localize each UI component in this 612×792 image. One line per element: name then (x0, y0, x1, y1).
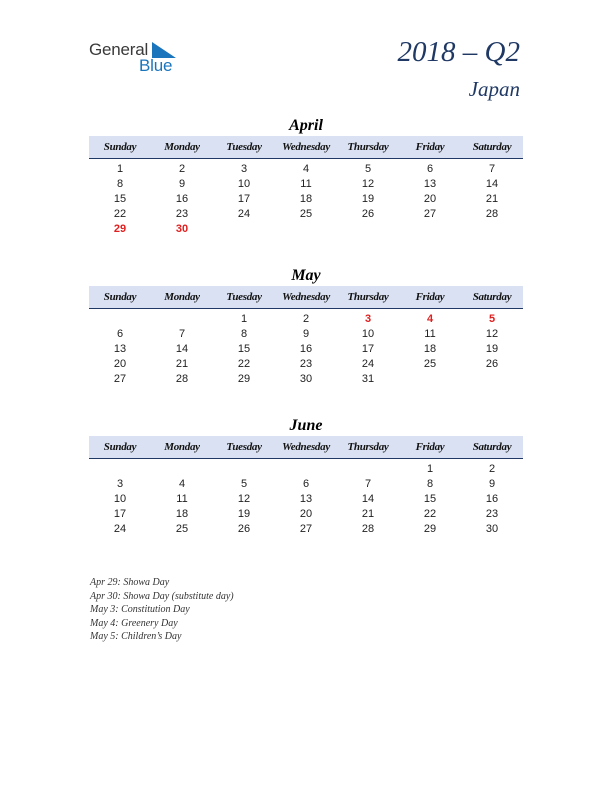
holiday-note: Apr 30: Showa Day (substitute day) (90, 590, 234, 602)
day-cell: 11 (424, 328, 436, 340)
page-title: 2018 – Q2 (397, 36, 520, 68)
day-cell: 2 (178, 163, 186, 175)
weekday-monday: Monday (164, 141, 200, 153)
day-cell: 6 (426, 163, 434, 175)
weekday-header (89, 436, 523, 459)
day-cell: 20 (299, 508, 313, 520)
day-cell: 2 (488, 463, 496, 475)
day-cell: 24 (361, 358, 375, 370)
day-cell: 26 (485, 358, 499, 370)
logo-text-general: General (89, 40, 149, 59)
day-cell: 5 (240, 478, 248, 490)
weekday-tuesday: Tuesday (226, 141, 262, 153)
day-cell: 1 (116, 163, 124, 175)
day-cell: 3 (364, 313, 372, 325)
empty-cell (399, 372, 461, 387)
day-cell: 19 (485, 343, 499, 355)
day-cell: 17 (237, 193, 251, 205)
day-cell: 10 (361, 328, 375, 340)
day-cell: 15 (113, 193, 127, 205)
day-cell: 13 (299, 493, 313, 505)
day-cell: 17 (361, 343, 375, 355)
empty-cell (151, 462, 213, 477)
day-cell: 8 (116, 178, 124, 190)
empty-cell (337, 222, 399, 237)
empty-cell (399, 222, 461, 237)
logo-text-blue: Blue (139, 56, 173, 75)
weekday-thursday: Thursday (347, 291, 389, 303)
day-cell: 22 (423, 508, 437, 520)
day-cell: 3 (116, 478, 124, 490)
day-cell: 20 (423, 193, 437, 205)
month-calendar-may (89, 266, 523, 387)
day-cell: 28 (361, 523, 375, 535)
weekday-saturday: Saturday (472, 441, 512, 453)
day-cell: 4 (426, 313, 434, 325)
day-cell: 5 (364, 163, 372, 175)
month-title: April (289, 117, 323, 134)
day-cell: 30 (299, 373, 313, 385)
empty-cell (337, 462, 399, 477)
day-cell: 12 (361, 178, 375, 190)
day-cell: 31 (361, 373, 375, 385)
day-cell: 30 (175, 223, 189, 235)
weekday-wednesday: Wednesday (282, 441, 330, 453)
day-cell: 17 (113, 508, 127, 520)
day-cell: 29 (423, 523, 437, 535)
weekday-saturday: Saturday (472, 141, 512, 153)
month-title: May (291, 267, 321, 284)
day-cell: 24 (113, 523, 127, 535)
day-cell: 11 (300, 178, 312, 190)
day-cell: 26 (361, 208, 375, 220)
day-cell: 21 (175, 358, 189, 370)
day-cell: 19 (361, 193, 375, 205)
day-cell: 27 (299, 523, 313, 535)
day-cell: 7 (364, 478, 372, 490)
day-cell: 26 (237, 523, 251, 535)
day-cell: 25 (423, 358, 437, 370)
weekday-sunday: Sunday (103, 441, 137, 453)
day-cell: 21 (485, 193, 499, 205)
day-grid (89, 312, 523, 387)
empty-cell (213, 462, 275, 477)
day-cell: 2 (302, 313, 310, 325)
empty-cell (89, 312, 151, 327)
day-cell: 16 (485, 493, 499, 505)
day-cell: 16 (299, 343, 313, 355)
day-cell: 1 (426, 463, 434, 475)
day-cell: 28 (485, 208, 499, 220)
empty-cell (275, 462, 337, 477)
day-cell: 23 (175, 208, 189, 220)
day-cell: 22 (113, 208, 127, 220)
day-cell: 8 (240, 328, 248, 340)
day-cell: 28 (175, 373, 189, 385)
weekday-thursday: Thursday (347, 441, 389, 453)
day-cell: 25 (299, 208, 313, 220)
weekday-friday: Friday (415, 291, 445, 303)
day-cell: 18 (423, 343, 437, 355)
holiday-note: May 3: Constitution Day (90, 604, 190, 616)
holiday-note: Apr 29: Showa Day (90, 577, 170, 588)
day-cell: 11 (176, 493, 188, 505)
day-cell: 7 (488, 163, 496, 175)
day-cell: 29 (237, 373, 251, 385)
day-cell: 18 (175, 508, 189, 520)
day-cell: 22 (237, 358, 251, 370)
day-cell: 23 (299, 358, 313, 370)
day-cell: 13 (113, 343, 127, 355)
day-cell: 21 (361, 508, 375, 520)
weekday-tuesday: Tuesday (226, 441, 262, 453)
country-name: Japan (468, 77, 520, 101)
day-cell: 25 (175, 523, 189, 535)
day-cell: 7 (178, 328, 186, 340)
day-cell: 9 (488, 478, 496, 490)
day-cell: 19 (237, 508, 251, 520)
weekday-sunday: Sunday (103, 291, 137, 303)
day-cell: 13 (423, 178, 437, 190)
day-cell: 6 (302, 478, 310, 490)
day-cell: 14 (361, 493, 375, 505)
day-cell: 14 (485, 178, 499, 190)
holiday-note: May 4: Greenery Day (90, 617, 178, 629)
day-cell: 10 (237, 178, 251, 190)
holiday-notes (90, 576, 234, 644)
day-cell: 3 (240, 163, 248, 175)
day-cell: 6 (116, 328, 124, 340)
day-cell: 18 (299, 193, 313, 205)
weekday-friday: Friday (415, 141, 445, 153)
holiday-note: May 5: Children’s Day (90, 631, 182, 643)
day-cell: 8 (426, 478, 434, 490)
day-grid (89, 462, 523, 537)
day-cell: 15 (237, 343, 251, 355)
day-cell: 27 (113, 373, 127, 385)
weekday-thursday: Thursday (347, 141, 389, 153)
weekday-wednesday: Wednesday (282, 291, 330, 303)
weekday-monday: Monday (164, 441, 200, 453)
weekday-monday: Monday (164, 291, 200, 303)
day-cell: 16 (175, 193, 189, 205)
day-cell: 1 (240, 313, 248, 325)
month-title: June (289, 417, 323, 434)
weekday-header (89, 286, 523, 309)
company-logo (89, 40, 189, 80)
empty-cell (213, 222, 275, 237)
empty-cell (461, 372, 523, 387)
weekday-saturday: Saturday (472, 291, 512, 303)
day-cell: 15 (423, 493, 437, 505)
day-grid (89, 162, 523, 237)
day-cell: 4 (178, 478, 186, 490)
day-cell: 12 (237, 493, 251, 505)
empty-cell (151, 312, 213, 327)
day-cell: 9 (178, 178, 186, 190)
day-cell: 4 (302, 163, 310, 175)
empty-cell (89, 462, 151, 477)
empty-cell (461, 222, 523, 237)
month-calendar-june (89, 416, 523, 537)
weekday-sunday: Sunday (103, 141, 137, 153)
weekday-wednesday: Wednesday (282, 141, 330, 153)
weekday-tuesday: Tuesday (226, 291, 262, 303)
day-cell: 10 (113, 493, 127, 505)
day-cell: 27 (423, 208, 437, 220)
day-cell: 14 (175, 343, 189, 355)
month-calendar-april (89, 116, 523, 237)
day-cell: 29 (113, 223, 127, 235)
day-cell: 30 (485, 523, 499, 535)
weekday-header (89, 136, 523, 159)
empty-cell (275, 222, 337, 237)
day-cell: 12 (485, 328, 499, 340)
day-cell: 5 (488, 313, 496, 325)
day-cell: 24 (237, 208, 251, 220)
day-cell: 23 (485, 508, 499, 520)
day-cell: 9 (302, 328, 310, 340)
weekday-friday: Friday (415, 441, 445, 453)
day-cell: 20 (113, 358, 127, 370)
